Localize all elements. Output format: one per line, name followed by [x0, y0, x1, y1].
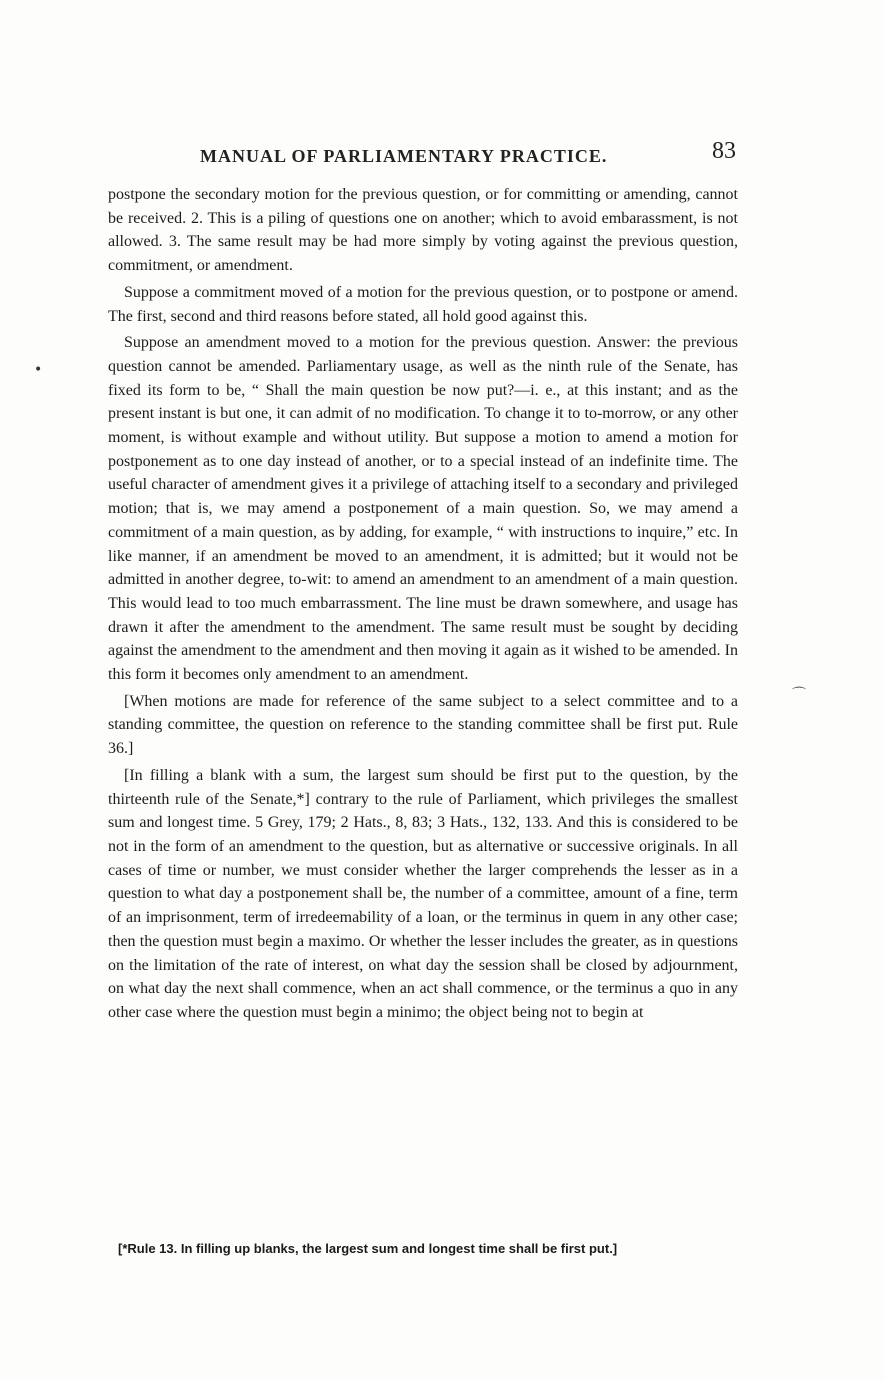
margin-mark: ⌒	[792, 687, 806, 703]
footnote: [*Rule 13. In filling up blanks, the largest sum and longest time shall be first put.]	[118, 1241, 618, 1256]
paragraph: postpone the secondary motion for the previous question, or for committing or amending, cannot be received. 2. This is a piling of questions one on another; which to avoid embarassment, is not allowed. 3. The same result may be had more simply by voting against the previous question, commitment, or amendment.	[108, 186, 738, 275]
margin-dot: •	[34, 362, 43, 378]
body-text	[108, 183, 738, 1025]
paragraph: [In filling a blank with a sum, the largest sum should be first put to the question, by the thirteenth rule of the Senate,*] contrary to the rule of Parliament, which privileges the smallest sum and longest time. 5 Grey, 179; 2 Hats., 8, 83; 3 Hats., 132, 133. And this is considered to be not in the form of an amendment to the question, but as alternative or successive originals. In all cases of time or number, we must consider whether the larger comprehends the lesser as in a question to what day a postponement shall be, the number of a committee, amount of a fine, term of an imprisonment, term of irredeemability of a loan, or the terminus in quem in any other case; then the question must begin a maximo. Or whether the lesser includes the greater, as in questions on the limitation of the rate of interest, on what day the session shall be closed by adjournment, on what day the next shall commence, when an act shall commence, or the terminus a quo in any other case where the question must begin a minimo; the object being not to begin at	[108, 766, 738, 1021]
page-header	[108, 138, 740, 170]
paragraph: Suppose a commitment moved of a motion for the previous question, or to postpone or amend. The first, second and third reasons before stated, all hold good against this.	[108, 283, 738, 325]
paragraph: [When motions are made for reference of the same subject to a select committee and to a standing committee, the question on reference to the standing committee shall be first put. Rule 36.]	[108, 692, 738, 758]
paragraph: Suppose an amendment moved to a motion for the previous question. Answer: the previous question cannot be amended. Parliamentary usage, as well as the ninth rule of the Senate, has fixed its form to be, “ Shall the main question be now put?—i. e., at this instant; and as the present instant is but one, it can admit of no modification. To change it to to-morrow, or any other moment, is without example and without utility. But suppose a motion to amend a motion for postponement as to one day instead of another, or to a special instead of an indefinite time. The useful character of amendment gives it a privilege of attaching itself to a secondary and privileged motion; that is, we may amend a postponement of a main question. So, we may amend a commitment of a main question, as by adding, for example, “ with instructions to inquire,” etc. In like manner, if an amendment be moved to an amendment, it is admitted; but it would not be admitted in another degree, to-wit: to amend an amendment to an amendment of a main question. This would lead to too much embarrassment. The line must be drawn somewhere, and usage has drawn it after the amendment to the amendment. The same result must be sought by deciding against the amendment to the amendment and then moving it again as it wished to be amended. In this form it becomes only amendment to an amendment.	[108, 334, 738, 684]
running-head: MANUAL OF PARLIAMENTARY PRACTICE.	[200, 146, 608, 166]
page-number: 83	[712, 138, 736, 164]
